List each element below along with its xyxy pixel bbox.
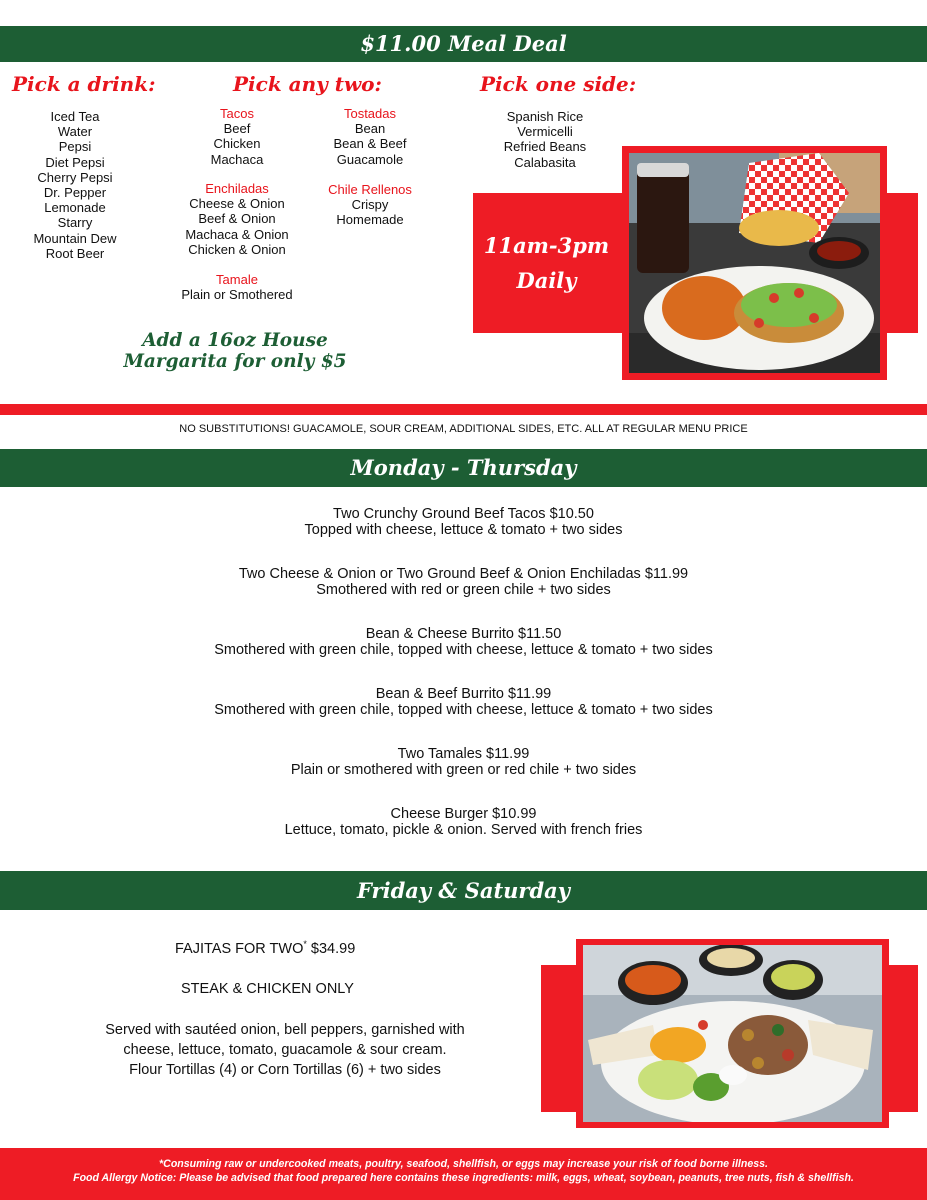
mon-thu-items bbox=[0, 506, 927, 866]
tostadas-label: Tostadas bbox=[343, 106, 397, 121]
list-item: Guacamole bbox=[336, 151, 404, 167]
list-item: Mountain Dew bbox=[33, 230, 117, 246]
footer-line1: *Consuming raw or undercooked meats, poultry, seafood, shellfish, or eggs may increase your risk of food borne illness. bbox=[159, 1158, 768, 1170]
tamale-group bbox=[152, 272, 322, 302]
menu-item bbox=[0, 506, 927, 566]
menu-item-title: Bean & Cheese Burrito $11.50 bbox=[365, 626, 562, 642]
fajitas-desc-line2: cheese, lettuce, tomato, guacamole & sour cream. bbox=[123, 1042, 447, 1058]
menu-item-desc: Smothered with red or green chile + two sides bbox=[316, 582, 611, 598]
tacos-group bbox=[167, 106, 307, 167]
menu-item-title: Bean & Beef Burrito $11.99 bbox=[375, 686, 552, 702]
two-heading: Pick any two: bbox=[233, 72, 382, 96]
list-item: Homemade bbox=[336, 212, 404, 228]
list-item: Machaca bbox=[210, 151, 264, 167]
chile-rellenos-label: Chile Rellenos bbox=[328, 182, 412, 197]
list-item: Vermicelli bbox=[517, 124, 573, 140]
list-item: Calabasita bbox=[514, 154, 576, 170]
menu-item-title: Two Crunchy Ground Beef Tacos $10.50 bbox=[333, 506, 594, 522]
menu-item bbox=[0, 746, 927, 806]
list-item: Refried Beans bbox=[503, 139, 587, 155]
enchiladas-label: Enchiladas bbox=[205, 181, 269, 196]
side-list bbox=[480, 109, 610, 170]
fajitas-subtitle: STEAK & CHICKEN ONLY bbox=[181, 981, 354, 997]
hours-line2: Daily bbox=[516, 268, 577, 293]
enchiladas-group bbox=[167, 181, 307, 257]
margarita-line2: Margarita for only $5 bbox=[123, 351, 347, 372]
menu-item-desc: Smothered with green chile, topped with cheese, lettuce & tomato + two sides bbox=[214, 642, 713, 658]
tostadas-group bbox=[305, 106, 435, 167]
list-item: Chicken bbox=[213, 136, 261, 152]
list-item: Bean & Beef bbox=[333, 136, 407, 152]
meal-deal-banner bbox=[0, 26, 927, 62]
list-item: Chicken & Onion bbox=[188, 241, 286, 257]
list-item: Pepsi bbox=[58, 139, 92, 155]
list-item: Beef bbox=[223, 121, 251, 137]
margarita-line1: Add a 16oz House bbox=[142, 330, 328, 351]
menu-item-title: Two Cheese & Onion or Two Ground Beef & Onion Enchiladas $11.99 bbox=[238, 566, 689, 582]
list-item: Plain or Smothered bbox=[181, 287, 293, 303]
tacos-label: Tacos bbox=[220, 106, 254, 121]
footer-notice bbox=[0, 1148, 927, 1200]
mon-thu-banner bbox=[0, 449, 927, 487]
hours-line1: 11am-3pm bbox=[483, 233, 610, 258]
fajitas-title: FAJITAS FOR TWO bbox=[175, 940, 304, 957]
drink-list bbox=[15, 109, 135, 261]
fajitas-asterisk: * bbox=[303, 939, 307, 949]
menu-item-desc: Topped with cheese, lettuce & tomato + two sides bbox=[304, 522, 623, 538]
drink-heading: Pick a drink: bbox=[12, 72, 156, 96]
menu-item bbox=[0, 626, 927, 686]
tamale-label: Tamale bbox=[216, 272, 258, 287]
margarita-promo bbox=[100, 330, 370, 372]
list-item: Machaca & Onion bbox=[185, 226, 289, 242]
list-item: Spanish Rice bbox=[506, 109, 584, 124]
list-item: Cherry Pepsi bbox=[37, 169, 113, 185]
menu-item bbox=[0, 566, 927, 626]
menu-item-desc: Plain or smothered with green or red chile + two sides bbox=[290, 762, 637, 778]
substitution-notice: NO SUBSTITUTIONS! GUACAMOLE, SOUR CREAM, ADDITIONAL SIDES, ETC. ALL AT REGULAR MENU PRICE bbox=[179, 423, 748, 435]
menu-item-title: Two Tamales $11.99 bbox=[397, 746, 530, 762]
list-item: Cheese & Onion bbox=[189, 196, 285, 212]
list-item: Starry bbox=[57, 215, 93, 231]
menu-item bbox=[0, 686, 927, 746]
fajitas-photo bbox=[583, 945, 882, 1122]
fajitas-price: $34.99 bbox=[310, 940, 356, 957]
meal-deal-photo bbox=[629, 153, 880, 373]
list-item: Water bbox=[57, 124, 93, 140]
list-item: Bean bbox=[354, 121, 386, 137]
list-item: Dr. Pepper bbox=[43, 185, 107, 201]
divider-line bbox=[0, 404, 927, 415]
chile-rellenos-group bbox=[305, 182, 435, 228]
footer-line2: Food Allergy Notice: Please be advised that food prepared here contains these ingredients: milk, eggs, wheat, soybean, peanuts, tree nuts, fish & shellfish. bbox=[73, 1172, 854, 1184]
menu-item-desc: Smothered with green chile, topped with cheese, lettuce & tomato + two sides bbox=[214, 702, 713, 718]
fri-sat-title: Friday & Saturday bbox=[357, 878, 570, 903]
list-item: Crispy bbox=[351, 197, 389, 213]
hours-text bbox=[474, 228, 619, 298]
fajitas-description bbox=[60, 1020, 510, 1080]
menu-item-desc: Lettuce, tomato, pickle & onion. Served with french fries bbox=[284, 822, 643, 838]
meal-deal-title: $11.00 Meal Deal bbox=[360, 31, 567, 56]
list-item: Lemonade bbox=[44, 200, 106, 216]
list-item: Beef & Onion bbox=[198, 211, 276, 227]
list-item: Root Beer bbox=[45, 245, 105, 261]
fajitas-heading bbox=[175, 939, 355, 957]
mon-thu-title: Monday - Thursday bbox=[350, 455, 577, 480]
menu-item bbox=[0, 806, 927, 866]
fri-sat-banner bbox=[0, 871, 927, 910]
menu-item-title: Cheese Burger $10.99 bbox=[390, 806, 537, 822]
fajitas-desc-line3: Flour Tortillas (4) or Corn Tortillas (6) + two sides bbox=[129, 1062, 441, 1078]
list-item: Iced Tea bbox=[50, 109, 100, 124]
fajitas-desc-line1: Served with sautéed onion, bell peppers, garnished with bbox=[105, 1022, 465, 1038]
list-item: Diet Pepsi bbox=[45, 154, 105, 170]
side-heading: Pick one side: bbox=[480, 72, 637, 96]
